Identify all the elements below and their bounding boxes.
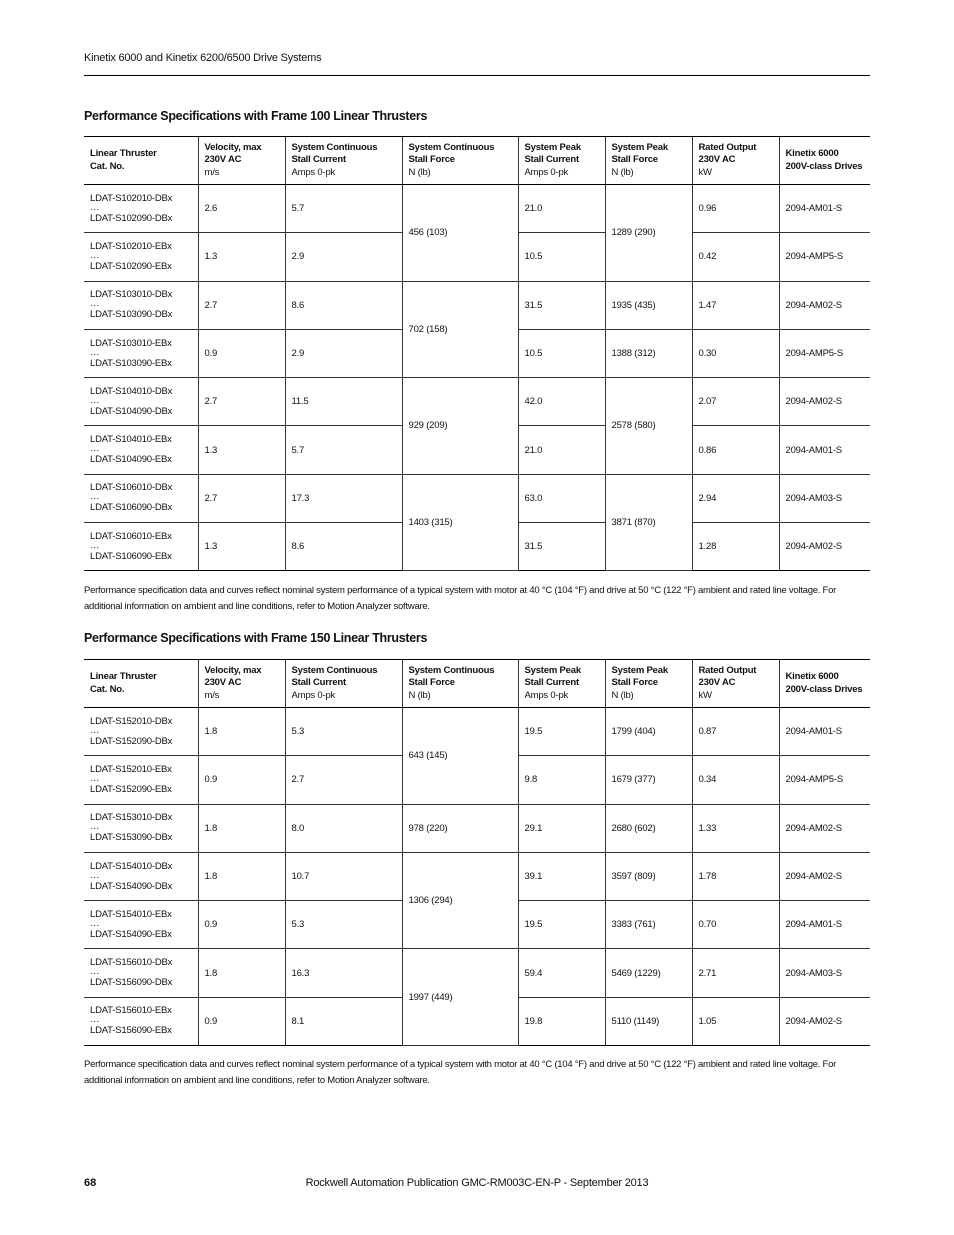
peak-current-cell: 42.0: [518, 378, 605, 426]
peak-current-cell: 39.1: [518, 852, 605, 900]
velocity-cell: 1.3: [198, 426, 285, 474]
cat-dots: …: [90, 298, 100, 310]
cat-end: LDAT-S153090-DBx: [90, 832, 173, 844]
column-header-title: Stall Current: [291, 677, 346, 689]
rated-output-cell: 1.33: [692, 804, 779, 852]
cat-start: LDAT-S152010-EBx: [90, 763, 172, 775]
column-header-title: Linear Thruster: [90, 148, 157, 159]
column-header-unit: Amps 0-pk: [291, 689, 336, 701]
cont-current-cell: 5.3: [285, 901, 402, 949]
column-header: [779, 137, 870, 185]
column-header-title: Rated Output: [698, 141, 757, 153]
publication-info: Rockwell Automation Publication GMC-RM003C-EN-P - September 2013: [305, 1177, 649, 1189]
column-header-unit: N (lb): [408, 166, 431, 178]
peak-current-cell: 19.5: [518, 708, 605, 756]
cat-start: LDAT-S104010-EBx: [90, 434, 172, 446]
velocity-cell: 1.8: [198, 949, 285, 997]
column-header-title: System Peak: [611, 664, 668, 676]
column-header-title: Stall Force: [611, 677, 658, 689]
cat-end: LDAT-S102090-DBx: [90, 212, 173, 224]
column-header-title: 230V AC: [204, 677, 242, 689]
rated-output-cell: 1.78: [692, 852, 779, 900]
cat-start: LDAT-S104010-DBx: [90, 385, 173, 397]
cat-dots: …: [90, 917, 100, 929]
drive-cell: 2094-AM01-S: [779, 426, 870, 474]
peak-current-cell: 19.5: [518, 901, 605, 949]
peak-force-cell: 3383 (761): [605, 901, 692, 949]
cat-dots: …: [90, 772, 100, 784]
peak-force-cell: 1289 (290): [605, 185, 692, 282]
velocity-cell: 0.9: [198, 756, 285, 804]
cat-start: LDAT-S103010-DBx: [90, 289, 173, 301]
peak-force-cell: 5110 (1149): [605, 997, 692, 1045]
cat-dots: …: [90, 821, 100, 833]
column-header-title: System Peak: [524, 141, 581, 153]
table-row: [84, 474, 870, 522]
column-header-title: 230V AC: [204, 154, 242, 166]
cat-start: LDAT-S102010-EBx: [90, 240, 172, 252]
frame-150-spec-table: [84, 659, 870, 1046]
column-header-unit: N (lb): [611, 689, 634, 701]
cat-dots: …: [90, 724, 100, 736]
cat-no-cell: [84, 329, 198, 377]
peak-current-cell: 31.5: [518, 281, 605, 329]
column-header: [779, 660, 870, 708]
velocity-cell: 1.8: [198, 852, 285, 900]
cont-force-cell: 1403 (315): [402, 474, 518, 571]
cat-start: LDAT-S154010-EBx: [90, 908, 172, 920]
column-header-title: Kinetix 6000: [785, 148, 839, 159]
peak-force-cell: 3871 (870): [605, 474, 692, 571]
drive-cell: 2094-AM03-S: [779, 949, 870, 997]
column-header-unit: m/s: [204, 689, 220, 701]
column-header-title: 200V-class Drives: [785, 160, 863, 172]
velocity-cell: 1.3: [198, 523, 285, 571]
rated-output-cell: 0.42: [692, 233, 779, 281]
column-header-unit: N (lb): [611, 166, 634, 178]
column-header-title: Cat. No.: [90, 160, 125, 172]
cat-end: LDAT-S156090-EBx: [90, 1025, 172, 1037]
cat-no-cell: [84, 997, 198, 1045]
rated-output-cell: 0.70: [692, 901, 779, 949]
column-header-title: System Continuous: [291, 664, 378, 676]
column-header: [198, 660, 285, 708]
velocity-cell: 0.9: [198, 329, 285, 377]
cont-current-cell: 10.7: [285, 852, 402, 900]
drive-cell: 2094-AM02-S: [779, 852, 870, 900]
peak-current-cell: 19.8: [518, 997, 605, 1045]
peak-force-cell: 1388 (312): [605, 329, 692, 377]
cont-force-cell: 978 (220): [402, 804, 518, 852]
column-header: [402, 660, 518, 708]
cat-no-cell: [84, 756, 198, 804]
table-row: [84, 708, 870, 756]
cat-end: LDAT-S104090-EBx: [90, 454, 172, 466]
cat-end: LDAT-S152090-DBx: [90, 735, 173, 747]
cont-current-cell: 5.3: [285, 708, 402, 756]
rated-output-cell: 0.86: [692, 426, 779, 474]
column-header-title: Cat. No.: [90, 683, 125, 695]
column-header-title: System Continuous: [408, 141, 495, 153]
header-rule: [84, 75, 870, 76]
cat-start: LDAT-S154010-DBx: [90, 860, 173, 872]
drive-cell: 2094-AMP5-S: [779, 233, 870, 281]
table-header-row: [84, 137, 870, 185]
cont-current-cell: 5.7: [285, 426, 402, 474]
cat-start: LDAT-S102010-DBx: [90, 192, 173, 204]
column-header-title: Stall Current: [524, 154, 579, 166]
rated-output-cell: 0.34: [692, 756, 779, 804]
column-header-title: System Continuous: [291, 141, 378, 153]
column-header-title: Velocity, max: [204, 141, 262, 153]
column-header: [84, 660, 198, 708]
velocity-cell: 0.9: [198, 997, 285, 1045]
peak-force-cell: 3597 (809): [605, 852, 692, 900]
table-row: [84, 378, 870, 426]
cat-end: LDAT-S152090-EBx: [90, 783, 172, 795]
page-number: 68: [84, 1177, 97, 1189]
peak-current-cell: 9.8: [518, 756, 605, 804]
table-row: [84, 949, 870, 997]
column-header-title: Velocity, max: [204, 664, 262, 676]
cat-dots: …: [90, 443, 100, 455]
peak-force-cell: 2578 (580): [605, 378, 692, 475]
column-header-unit: N (lb): [408, 689, 431, 701]
peak-current-cell: 10.5: [518, 329, 605, 377]
peak-current-cell: 10.5: [518, 233, 605, 281]
column-header-title: 230V AC: [698, 677, 736, 689]
column-header-title: Kinetix 6000: [785, 671, 839, 682]
cat-no-cell: [84, 185, 198, 233]
cat-end: LDAT-S106090-EBx: [90, 550, 172, 562]
peak-force-cell: 1679 (377): [605, 756, 692, 804]
cat-end: LDAT-S103090-DBx: [90, 309, 173, 321]
cat-no-cell: [84, 901, 198, 949]
cont-current-cell: 2.7: [285, 756, 402, 804]
cat-end: LDAT-S154090-EBx: [90, 928, 172, 940]
cat-start: LDAT-S153010-DBx: [90, 812, 173, 824]
velocity-cell: 0.9: [198, 901, 285, 949]
cat-start: LDAT-S156010-DBx: [90, 957, 173, 969]
column-header-title: System Peak: [524, 664, 581, 676]
column-header-title: Stall Current: [524, 677, 579, 689]
cont-force-cell: 702 (158): [402, 281, 518, 378]
table-row: [84, 281, 870, 329]
column-header-unit: Amps 0-pk: [524, 166, 569, 178]
drive-cell: 2094-AMP5-S: [779, 756, 870, 804]
cat-dots: …: [90, 346, 100, 358]
column-header: [198, 137, 285, 185]
cat-dots: …: [90, 1014, 100, 1026]
column-header-title: 200V-class Drives: [785, 683, 863, 695]
column-header-unit: Amps 0-pk: [524, 689, 569, 701]
drive-cell: 2094-AMP5-S: [779, 329, 870, 377]
velocity-cell: 1.8: [198, 804, 285, 852]
column-header-unit: kW: [698, 689, 712, 701]
running-head: Kinetix 6000 and Kinetix 6200/6500 Drive Systems: [84, 52, 322, 64]
cat-no-cell: [84, 378, 198, 426]
drive-cell: 2094-AM02-S: [779, 804, 870, 852]
frame-100-table-title: Performance Specifications with Frame 100 Linear Thrusters: [84, 109, 428, 123]
cat-no-cell: [84, 708, 198, 756]
cat-dots: …: [90, 201, 100, 213]
velocity-cell: 1.8: [198, 708, 285, 756]
velocity-cell: 2.7: [198, 378, 285, 426]
column-header-unit: kW: [698, 166, 712, 178]
column-header-unit: m/s: [204, 166, 220, 178]
column-header: [518, 660, 605, 708]
column-header-title: Stall Force: [408, 677, 455, 689]
cat-dots: …: [90, 394, 100, 406]
drive-cell: 2094-AM01-S: [779, 185, 870, 233]
cat-no-cell: [84, 523, 198, 571]
rated-output-cell: 0.96: [692, 185, 779, 233]
drive-cell: 2094-AM03-S: [779, 474, 870, 522]
column-header: [605, 137, 692, 185]
cat-no-cell: [84, 281, 198, 329]
peak-force-cell: 2680 (602): [605, 804, 692, 852]
cont-current-cell: 11.5: [285, 378, 402, 426]
column-header-title: Stall Force: [611, 154, 658, 166]
cat-start: LDAT-S106010-DBx: [90, 482, 173, 494]
rated-output-cell: 2.07: [692, 378, 779, 426]
cont-current-cell: 8.0: [285, 804, 402, 852]
column-header: [692, 137, 779, 185]
cat-dots: …: [90, 869, 100, 881]
cat-no-cell: [84, 426, 198, 474]
cont-current-cell: 5.7: [285, 185, 402, 233]
cat-end: LDAT-S103090-EBx: [90, 357, 172, 369]
peak-current-cell: 21.0: [518, 185, 605, 233]
velocity-cell: 2.7: [198, 474, 285, 522]
drive-cell: 2094-AM01-S: [779, 901, 870, 949]
cont-current-cell: 2.9: [285, 329, 402, 377]
cat-end: LDAT-S154090-DBx: [90, 880, 173, 892]
column-header-title: System Continuous: [408, 664, 495, 676]
peak-current-cell: 31.5: [518, 523, 605, 571]
column-header-title: Rated Output: [698, 664, 757, 676]
cont-current-cell: 8.6: [285, 281, 402, 329]
cat-dots: …: [90, 491, 100, 503]
cat-no-cell: [84, 949, 198, 997]
column-header: [84, 137, 198, 185]
cat-no-cell: [84, 852, 198, 900]
frame-150-table-title: Performance Specifications with Frame 150 Linear Thrusters: [84, 631, 428, 645]
cont-force-cell: 929 (209): [402, 378, 518, 475]
peak-force-cell: 5469 (1229): [605, 949, 692, 997]
rated-output-cell: 2.94: [692, 474, 779, 522]
drive-cell: 2094-AM02-S: [779, 281, 870, 329]
column-header-title: Stall Current: [291, 154, 346, 166]
cat-end: LDAT-S102090-EBx: [90, 260, 172, 272]
rated-output-cell: 1.28: [692, 523, 779, 571]
drive-cell: 2094-AM02-S: [779, 378, 870, 426]
column-header: [518, 137, 605, 185]
peak-force-cell: 1935 (435): [605, 281, 692, 329]
column-header: [285, 137, 402, 185]
cat-no-cell: [84, 804, 198, 852]
table-row: [84, 185, 870, 233]
rated-output-cell: 1.05: [692, 997, 779, 1045]
rated-output-cell: 0.87: [692, 708, 779, 756]
table-row: [84, 804, 870, 852]
drive-cell: 2094-AM01-S: [779, 708, 870, 756]
rated-output-cell: 0.30: [692, 329, 779, 377]
frame-100-spec-table: [84, 136, 870, 571]
column-header-title: Linear Thruster: [90, 671, 157, 682]
column-header: [605, 660, 692, 708]
cat-start: LDAT-S106010-EBx: [90, 530, 172, 542]
peak-current-cell: 59.4: [518, 949, 605, 997]
velocity-cell: 2.7: [198, 281, 285, 329]
peak-force-cell: 1799 (404): [605, 708, 692, 756]
cont-force-cell: 1997 (449): [402, 949, 518, 1046]
drive-cell: 2094-AM02-S: [779, 523, 870, 571]
column-header-title: 230V AC: [698, 154, 736, 166]
cat-no-cell: [84, 474, 198, 522]
frame-100-footnote: Performance specification data and curves reflect nominal system performance of a typical system with motor at 40 °C (104 °F) and drive at 50 °C (122 °F) ambient and rated line voltage. For additional information on ambient and line conditions, refer to Motion Analyzer software.: [84, 585, 837, 612]
cont-current-cell: 16.3: [285, 949, 402, 997]
cat-end: LDAT-S106090-DBx: [90, 502, 173, 514]
cont-current-cell: 8.6: [285, 523, 402, 571]
column-header: [692, 660, 779, 708]
rated-output-cell: 2.71: [692, 949, 779, 997]
peak-current-cell: 21.0: [518, 426, 605, 474]
column-header: [402, 137, 518, 185]
frame-150-footnote: Performance specification data and curves reflect nominal system performance of a typical system with motor at 40 °C (104 °F) and drive at 50 °C (122 °F) ambient and rated line voltage. For additional information on ambient and line conditions, refer to Motion Analyzer software.: [84, 1059, 837, 1086]
table-header-row: [84, 660, 870, 708]
cont-current-cell: 8.1: [285, 997, 402, 1045]
column-header-title: System Peak: [611, 141, 668, 153]
cont-force-cell: 643 (145): [402, 708, 518, 805]
cat-start: LDAT-S152010-DBx: [90, 715, 173, 727]
cat-end: LDAT-S156090-DBx: [90, 977, 173, 989]
column-header: [285, 660, 402, 708]
peak-current-cell: 63.0: [518, 474, 605, 522]
cat-start: LDAT-S103010-EBx: [90, 337, 172, 349]
cat-no-cell: [84, 233, 198, 281]
cont-force-cell: 1306 (294): [402, 852, 518, 949]
drive-cell: 2094-AM02-S: [779, 997, 870, 1045]
cat-dots: …: [90, 249, 100, 261]
cat-start: LDAT-S156010-EBx: [90, 1005, 172, 1017]
rated-output-cell: 1.47: [692, 281, 779, 329]
velocity-cell: 2.6: [198, 185, 285, 233]
peak-current-cell: 29.1: [518, 804, 605, 852]
column-header-title: Stall Force: [408, 154, 455, 166]
cont-current-cell: 17.3: [285, 474, 402, 522]
cont-force-cell: 456 (103): [402, 185, 518, 282]
velocity-cell: 1.3: [198, 233, 285, 281]
cat-dots: …: [90, 966, 100, 978]
table-row: [84, 852, 870, 900]
cat-end: LDAT-S104090-DBx: [90, 405, 173, 417]
column-header-unit: Amps 0-pk: [291, 166, 336, 178]
cat-dots: …: [90, 539, 100, 551]
cont-current-cell: 2.9: [285, 233, 402, 281]
